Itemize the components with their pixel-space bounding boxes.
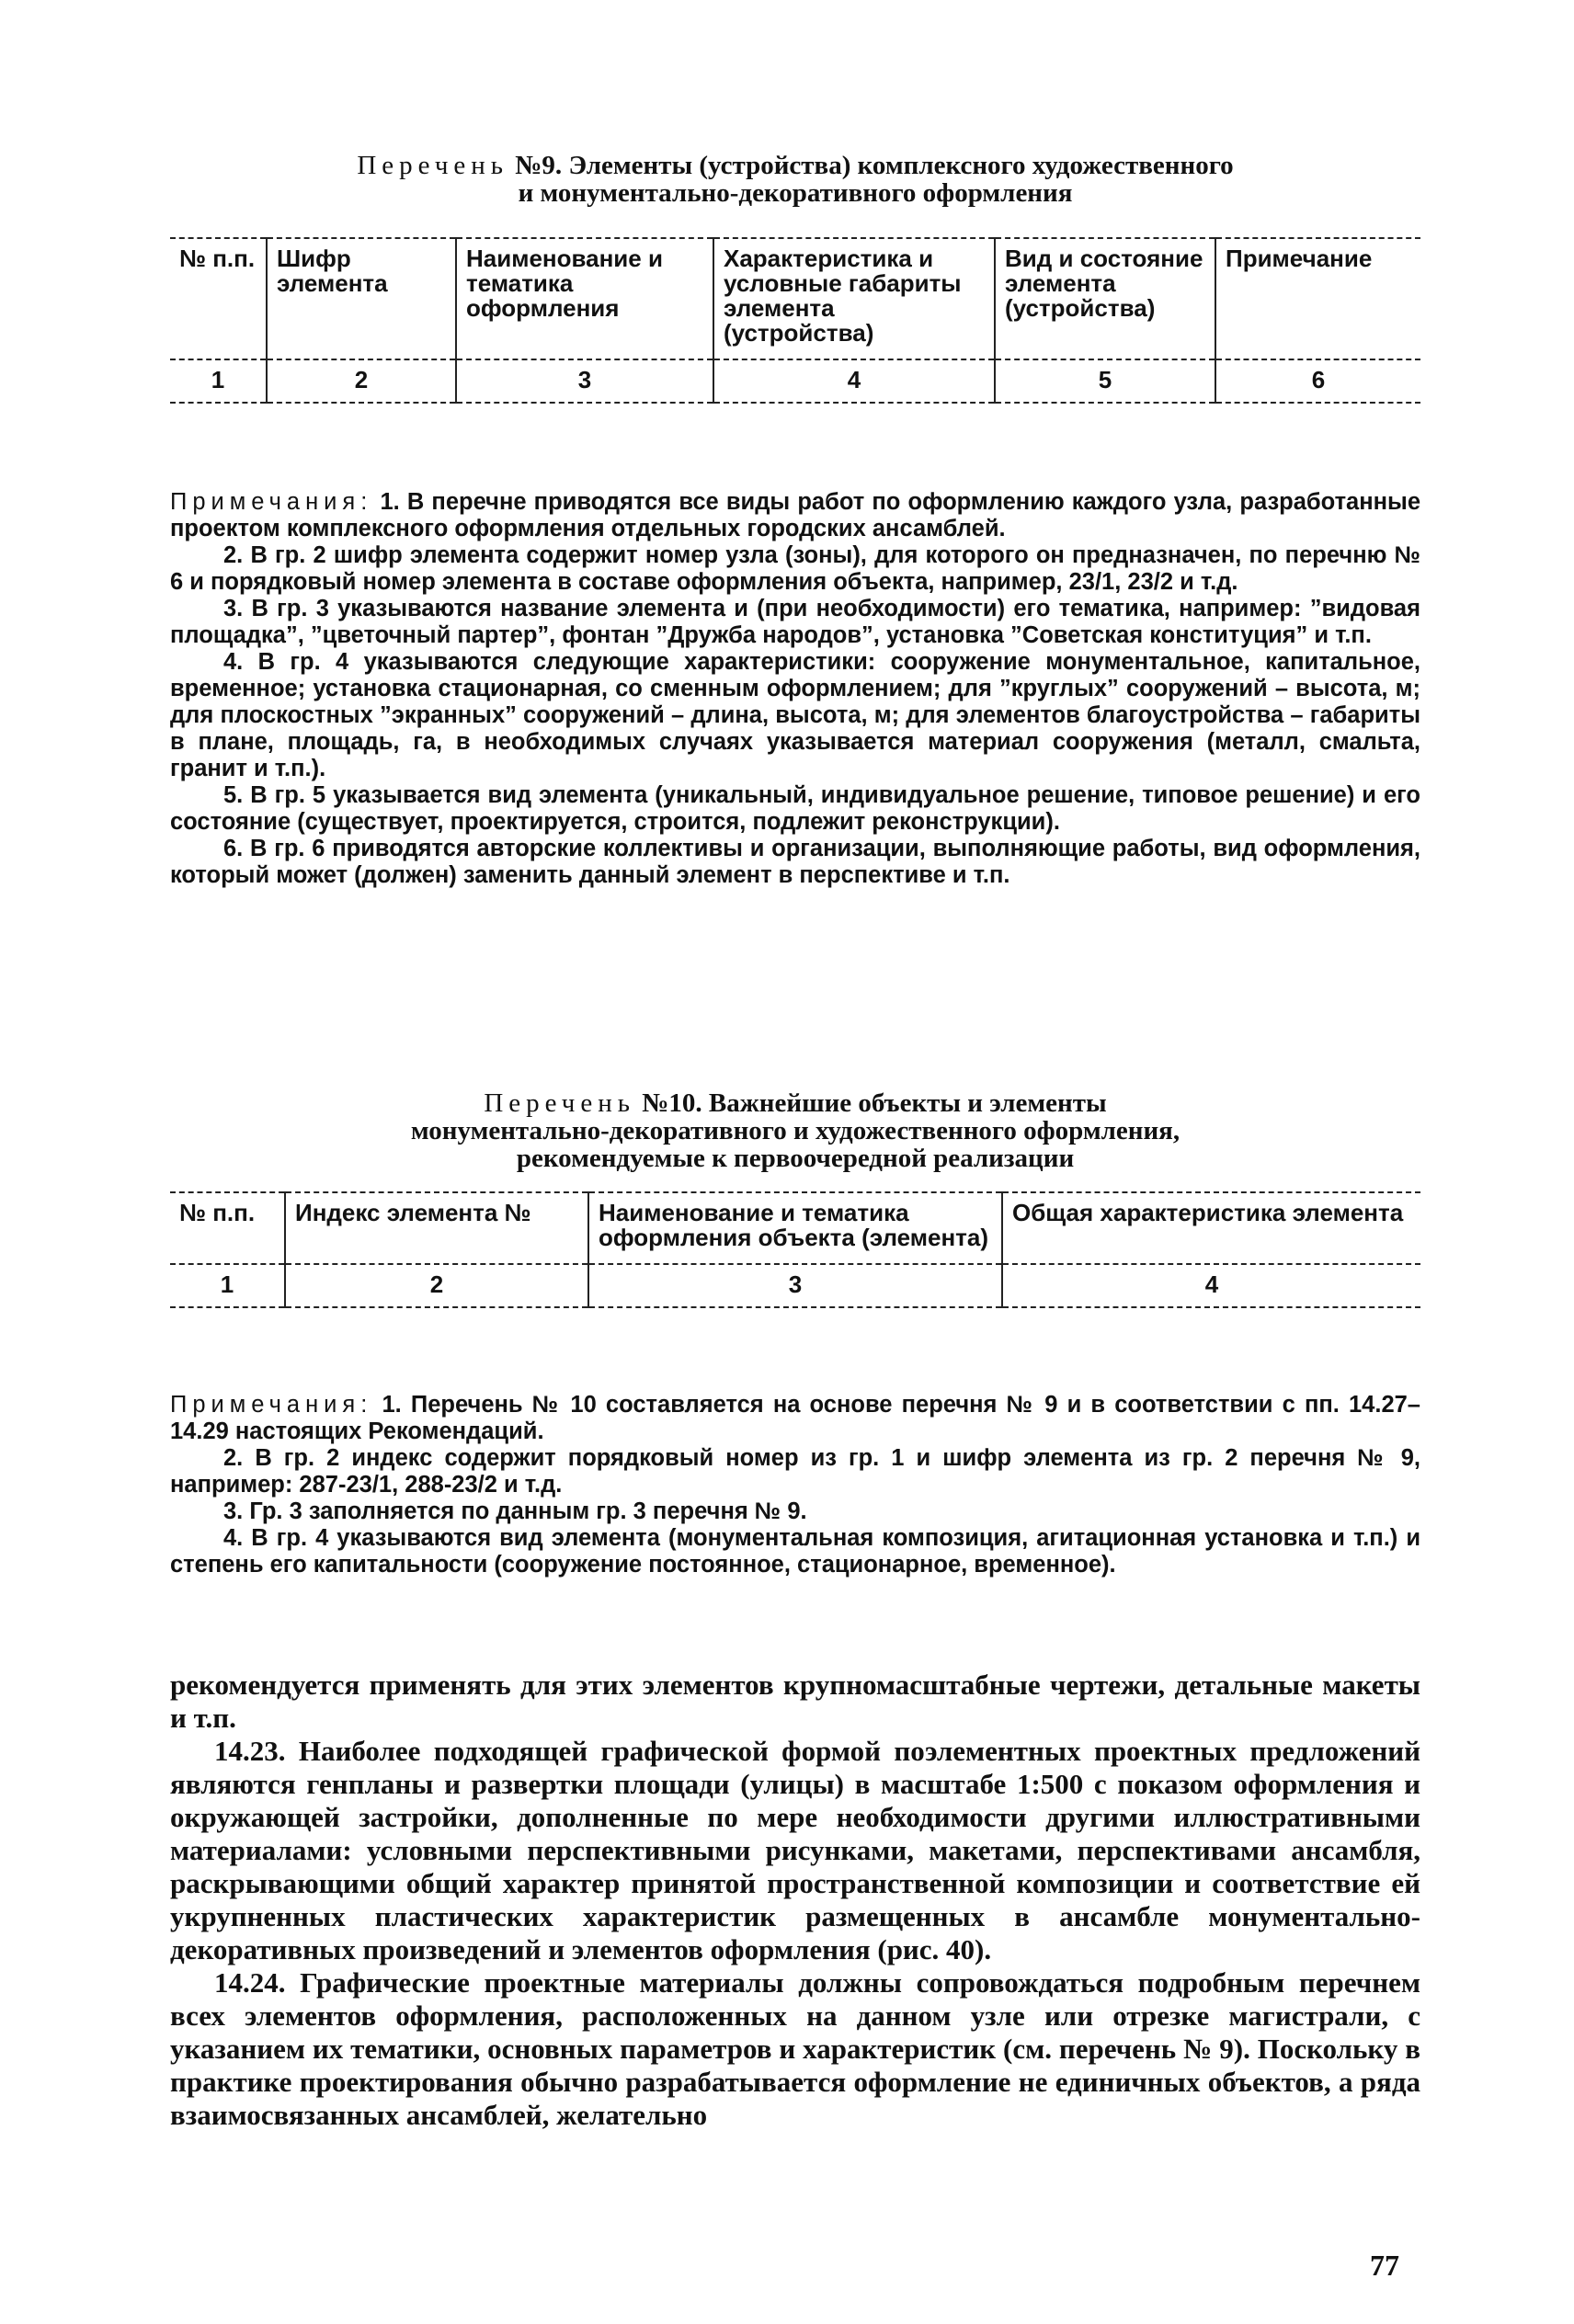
list10-note-3: 3. Гр. 3 заполняется по данным гр. 3 перечня № 9. <box>223 1498 807 1524</box>
notes-label: Примечания: <box>170 1392 373 1418</box>
list9-title-prefix: Перечень <box>357 151 509 180</box>
list9-header-name: Наименование и тематика оформления <box>456 238 713 359</box>
list10-title-line3: рекомендуемые к первоочередной реализации <box>516 1144 1075 1173</box>
table-cell: 1 <box>170 359 267 403</box>
list9-title <box>170 152 1420 207</box>
list9-header-characteristic: Характеристика и условные габариты элемента (устройства) <box>713 238 995 359</box>
list9-note-3: 3. В гр. 3 указываются название элемента и (при необходимости) его тематика, например: ”видовая площадка”, ”цветочный партер”, фонтан ”Дружба народов”, установка ”Советская конституция” и т.п. <box>170 596 1420 648</box>
list10-note-4: 4. В гр. 4 указываются вид элемента (монументальная композиция, агитационная установка и т.п.) и степень его капитальности (сооружение постоянное, стационарное, временное). <box>170 1525 1420 1578</box>
list9-note-4: 4. В гр. 4 указываются следующие характеристики: сооружение монументальное, капитальное, временное; установка стационарная, со сменным оформлением; для ”круглых” сооружений – высота, м; для плоскостных ”экранных” сооружений – длина, высота, м; для элементов благоустройства – габариты в плане, площадь, га, в необходимых случаях указывается материал сооружения (металл, смальта, гранит и т.п.). <box>170 649 1420 781</box>
list10-title-line2: монументально-декоративного и художественного оформления, <box>410 1116 1180 1145</box>
list10-title <box>170 1089 1420 1172</box>
list10-header-characteristic: Общая характеристика элемента <box>1002 1192 1420 1264</box>
list9-title-line1 <box>170 152 1420 179</box>
list10-note-2: 2. В гр. 2 индекс содержит порядковый номер из гр. 1 и шифр элемента из гр. 2 перечня № 9, например: 287-23/1, 288-23/2 и т.д. <box>170 1445 1420 1498</box>
list10-title-line1 <box>170 1089 1420 1117</box>
list9-header-code: Шифр элемента <box>267 238 456 359</box>
list9-table <box>170 237 1420 404</box>
list10-title-text: Важнейшие объекты и элементы <box>708 1088 1107 1118</box>
list10-header-num: № п.п. <box>170 1192 285 1264</box>
list9-header-num: № п.п. <box>170 238 267 359</box>
table-cell: 4 <box>713 359 995 403</box>
paragraph: рекомендуется применять для этих элементов крупномасштабные чертежи, детальные макеты и т.п. <box>170 1669 1420 1734</box>
list9-notes <box>170 489 1420 889</box>
table-row <box>170 1264 1420 1307</box>
list10-table <box>170 1191 1420 1308</box>
paragraph-14-23: 14.23. Наиболее подходящей графической формой поэлементных проектных предложений являются генпланы и развертки площади (улицы) в масштабе 1:500 с показом оформления и окружающей застройки, дополненные по мере необходимости другими иллюстративными материалами: условными перспективными рисунками, макетами, перспективами ансамбля, раскрывающими общий характер принятой пространственной композиции и соответствие ей укрупненных пластических характеристик размещенных в ансамбле монументально-декоративных произведений и элементов оформления (рис. 40). <box>170 1735 1420 1965</box>
table-row <box>170 359 1420 403</box>
page-number: 77 <box>1370 2249 1399 2282</box>
list9-note-1: Примечания: 1. В перечне приводятся все виды работ по оформлению каждого узла, разработанные проектом комплексного оформления отдельных городских ансамблей. <box>170 489 1421 541</box>
list10-note-1: Примечания: 1. Перечень № 10 составляется на основе перечня № 9 и в соответствии с пп. 14.27–14.29 настоящих Рекомендаций. <box>170 1392 1420 1444</box>
list9-note-6: 6. В гр. 6 приводятся авторские коллективы и организации, выполняющие работы, вид оформления, который может (должен) заменить данный элемент в перспективе и т.п. <box>170 836 1420 888</box>
list9-header-note: Примечание <box>1215 238 1420 359</box>
body-text <box>170 1669 1420 2132</box>
list10-header-name: Наименование и тематика оформления объекта (элемента) <box>588 1192 1002 1264</box>
table-header-row <box>170 238 1420 359</box>
table-cell: 1 <box>170 1264 285 1307</box>
notes-label: Примечания: <box>170 489 373 515</box>
list9-title-text: Элементы (устройства) комплексного художественного <box>568 151 1234 180</box>
table-cell: 3 <box>456 359 713 403</box>
list10-header-index: Индекс элемента № <box>285 1192 588 1264</box>
list10-notes <box>170 1392 1420 1578</box>
table-cell: 6 <box>1215 359 1420 403</box>
paragraph-14-24: 14.24. Графические проектные материалы должны сопровождаться подробным перечнем всех элементов оформления, расположенных на данном узле или отрезке магистрали, с указанием их тематики, основных параметров и характеристик (см. перечень № 9). Поскольку в практике проектирования обычно разрабатывается оформление не единичных объектов, а ряда взаимосвязанных ансамблей, желательно <box>170 1966 1420 2131</box>
table-cell: 5 <box>995 359 1215 403</box>
list9-title-number: №9. <box>515 151 563 180</box>
table-cell: 4 <box>1002 1264 1420 1307</box>
list9-header-state: Вид и состояние элемента (устройства) <box>995 238 1215 359</box>
list9-note-2: 2. В гр. 2 шифр элемента содержит номер узла (зоны), для которого он предназначен, по перечню № 6 и порядковый номер элемента в составе оформления объекта, например, 23/1, 23/2 и т.д. <box>170 542 1420 595</box>
table-header-row <box>170 1192 1420 1264</box>
list9-note-5: 5. В гр. 5 указывается вид элемента (уникальный, индивидуальное решение, типовое решение) и его состояние (существует, проектируется, строится, подлежит реконструкции). <box>170 782 1420 835</box>
table-cell: 2 <box>267 359 456 403</box>
list9-title-line2: и монументально-декоративного оформления <box>518 178 1073 208</box>
table-cell: 2 <box>285 1264 588 1307</box>
list10-title-number: №10. <box>642 1088 702 1118</box>
list10-title-prefix: Перечень <box>484 1088 636 1118</box>
table-cell: 3 <box>588 1264 1002 1307</box>
